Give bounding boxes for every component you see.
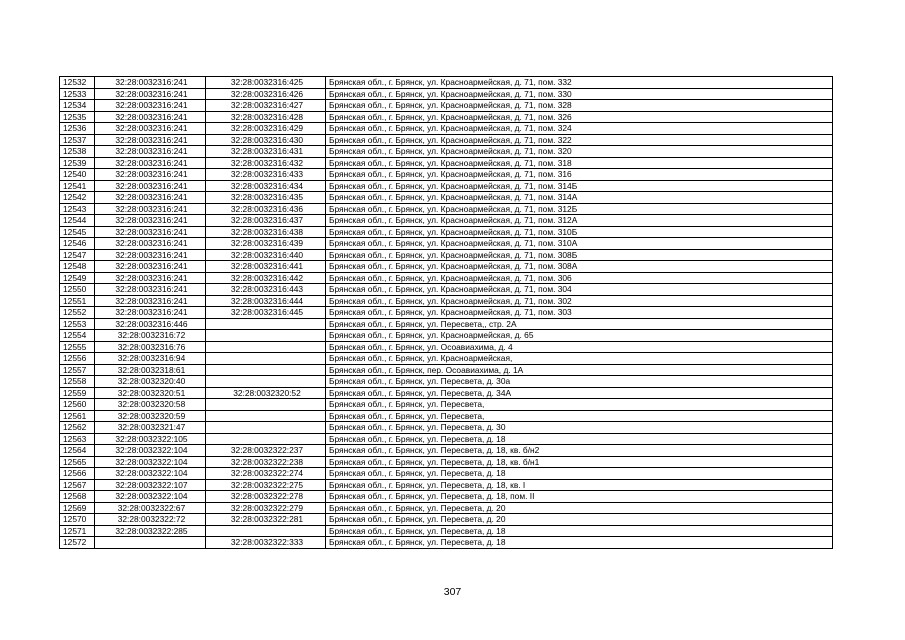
- row-number-cell: 12564: [60, 445, 95, 457]
- row-number-cell: 12552: [60, 307, 95, 319]
- cadastral-number-cell: [95, 537, 206, 549]
- object-cadastral-number-cell: [206, 525, 326, 537]
- object-cadastral-number-cell: 32:28:0032322:274: [206, 468, 326, 480]
- cadastral-number-cell: 32:28:0032316:72: [95, 330, 206, 342]
- row-number-cell: 12571: [60, 525, 95, 537]
- address-cell: Брянская обл., г. Брянск, ул. Пересвета,: [326, 399, 833, 411]
- table-row: [60, 479, 833, 491]
- cadastral-number-cell: 32:28:0032322:104: [95, 456, 206, 468]
- cadastral-number-cell: 32:28:0032316:241: [95, 192, 206, 204]
- address-cell: Брянская обл., г. Брянск, ул. Пересвета,: [326, 410, 833, 422]
- object-cadastral-number-cell: [206, 318, 326, 330]
- row-number-cell: 12546: [60, 238, 95, 250]
- address-cell: Брянская обл., г. Брянск, ул. Красноармейская, д. 71, пом. 312Б: [326, 203, 833, 215]
- row-number-cell: 12544: [60, 215, 95, 227]
- row-number-cell: 12557: [60, 364, 95, 376]
- object-cadastral-number-cell: 32:28:0032322:279: [206, 502, 326, 514]
- table-row: [60, 215, 833, 227]
- cadastral-number-cell: 32:28:0032316:241: [95, 307, 206, 319]
- cadastral-number-cell: 32:28:0032316:241: [95, 146, 206, 158]
- address-cell: Брянская обл., г. Брянск, ул. Красноармейская, д. 71, пом. 310А: [326, 238, 833, 250]
- table-row: [60, 364, 833, 376]
- cadastral-number-cell: 32:28:0032322:104: [95, 491, 206, 503]
- cadastral-number-cell: 32:28:0032322:105: [95, 433, 206, 445]
- row-number-cell: 12555: [60, 341, 95, 353]
- table-row: [60, 295, 833, 307]
- row-number-cell: 12537: [60, 134, 95, 146]
- row-number-cell: 12569: [60, 502, 95, 514]
- cadastral-number-cell: 32:28:0032322:67: [95, 502, 206, 514]
- object-cadastral-number-cell: 32:28:0032320:52: [206, 387, 326, 399]
- table-row: [60, 491, 833, 503]
- address-cell: Брянская обл., г. Брянск, ул. Пересвета, д. 18: [326, 433, 833, 445]
- table-row: [60, 525, 833, 537]
- table-row: [60, 514, 833, 526]
- cadastral-number-cell: 32:28:0032316:241: [95, 77, 206, 89]
- table-row: [60, 445, 833, 457]
- object-cadastral-number-cell: 32:28:0032316:444: [206, 295, 326, 307]
- table-row: [60, 410, 833, 422]
- address-cell: Брянская обл., г. Брянск, ул. Красноармейская, д. 71, пом. 326: [326, 111, 833, 123]
- address-cell: Брянская обл., г. Брянск, ул. Пересвета, д. 18: [326, 537, 833, 549]
- table-row: [60, 376, 833, 388]
- row-number-cell: 12560: [60, 399, 95, 411]
- address-cell: Брянская обл., г. Брянск, ул. Пересвета, д. 34А: [326, 387, 833, 399]
- cadastral-number-cell: 32:28:0032316:241: [95, 88, 206, 100]
- object-cadastral-number-cell: 32:28:0032316:430: [206, 134, 326, 146]
- table-row: [60, 307, 833, 319]
- row-number-cell: 12534: [60, 100, 95, 112]
- object-cadastral-number-cell: 32:28:0032316:438: [206, 226, 326, 238]
- address-cell: Брянская обл., г. Брянск, ул. Красноармейская, д. 65: [326, 330, 833, 342]
- object-cadastral-number-cell: 32:28:0032322:281: [206, 514, 326, 526]
- row-number-cell: 12567: [60, 479, 95, 491]
- table-row: [60, 353, 833, 365]
- cadastral-number-cell: 32:28:0032320:58: [95, 399, 206, 411]
- address-cell: Брянская обл., г. Брянск, ул. Красноармейская, д. 71, пом. 302: [326, 295, 833, 307]
- address-cell: Брянская обл., г. Брянск, ул. Пересвета, д. 18, кв. I: [326, 479, 833, 491]
- table-row: [60, 226, 833, 238]
- address-cell: Брянская обл., г. Брянск, ул. Осоавиахима, д. 4: [326, 341, 833, 353]
- address-cell: Брянская обл., г. Брянск, ул. Красноармейская,: [326, 353, 833, 365]
- table-row: [60, 318, 833, 330]
- object-cadastral-number-cell: [206, 353, 326, 365]
- table-row: [60, 146, 833, 158]
- address-cell: Брянская обл., г. Брянск, ул. Красноармейская, д. 71, пом. 310Б: [326, 226, 833, 238]
- row-number-cell: 12570: [60, 514, 95, 526]
- table-row: [60, 433, 833, 445]
- cadastral-number-cell: 32:28:0032316:241: [95, 215, 206, 227]
- cadastral-number-cell: 32:28:0032320:40: [95, 376, 206, 388]
- object-cadastral-number-cell: 32:28:0032316:428: [206, 111, 326, 123]
- row-number-cell: 12543: [60, 203, 95, 215]
- row-number-cell: 12542: [60, 192, 95, 204]
- object-cadastral-number-cell: [206, 433, 326, 445]
- object-cadastral-number-cell: 32:28:0032316:433: [206, 169, 326, 181]
- object-cadastral-number-cell: 32:28:0032316:431: [206, 146, 326, 158]
- table-row: [60, 100, 833, 112]
- address-cell: Брянская обл., г. Брянск, ул. Пересвета,, стр. 2А: [326, 318, 833, 330]
- object-cadastral-number-cell: 32:28:0032316:427: [206, 100, 326, 112]
- cadastral-number-cell: 32:28:0032322:72: [95, 514, 206, 526]
- table-row: [60, 422, 833, 434]
- table-row: [60, 180, 833, 192]
- cadastral-number-cell: 32:28:0032316:241: [95, 226, 206, 238]
- address-cell: Брянская обл., г. Брянск, ул. Пересвета, д. 18, кв. б/н1: [326, 456, 833, 468]
- object-cadastral-number-cell: 32:28:0032316:435: [206, 192, 326, 204]
- cadastral-number-cell: 32:28:0032316:241: [95, 180, 206, 192]
- cadastral-number-cell: 32:28:0032316:241: [95, 272, 206, 284]
- object-cadastral-number-cell: 32:28:0032316:437: [206, 215, 326, 227]
- table-row: [60, 330, 833, 342]
- row-number-cell: 12553: [60, 318, 95, 330]
- table-row: [60, 502, 833, 514]
- table-row: [60, 88, 833, 100]
- cadastral-number-cell: 32:28:0032316:76: [95, 341, 206, 353]
- table-row: [60, 111, 833, 123]
- cadastral-number-cell: 32:28:0032321:47: [95, 422, 206, 434]
- address-cell: Брянская обл., г. Брянск, пер. Осоавиахима, д. 1А: [326, 364, 833, 376]
- address-cell: Брянская обл., г. Брянск, ул. Пересвета, д. 30: [326, 422, 833, 434]
- table-row: [60, 134, 833, 146]
- object-cadastral-number-cell: 32:28:0032322:237: [206, 445, 326, 457]
- row-number-cell: 12566: [60, 468, 95, 480]
- cadastral-number-cell: 32:28:0032316:241: [95, 134, 206, 146]
- address-cell: Брянская обл., г. Брянск, ул. Красноармейская, д. 71, пом. 316: [326, 169, 833, 181]
- cadastral-number-cell: 32:28:0032316:241: [95, 123, 206, 135]
- address-cell: Брянская обл., г. Брянск, ул. Красноармейская, д. 71, пом. 330: [326, 88, 833, 100]
- cadastral-number-cell: 32:28:0032316:241: [95, 100, 206, 112]
- object-cadastral-number-cell: [206, 376, 326, 388]
- row-number-cell: 12562: [60, 422, 95, 434]
- object-cadastral-number-cell: 32:28:0032316:441: [206, 261, 326, 273]
- row-number-cell: 12540: [60, 169, 95, 181]
- table-row: [60, 238, 833, 250]
- object-cadastral-number-cell: [206, 422, 326, 434]
- row-number-cell: 12559: [60, 387, 95, 399]
- table-row: [60, 249, 833, 261]
- row-number-cell: 12558: [60, 376, 95, 388]
- table-row: [60, 192, 833, 204]
- address-cell: Брянская обл., г. Брянск, ул. Красноармейская, д. 71, пом. 304: [326, 284, 833, 296]
- address-cell: Брянская обл., г. Брянск, ул. Красноармейская, д. 71, пом. 322: [326, 134, 833, 146]
- address-cell: Брянская обл., г. Брянск, ул. Пересвета, д. 18, кв. б/н2: [326, 445, 833, 457]
- cadastral-number-cell: 32:28:0032316:446: [95, 318, 206, 330]
- object-cadastral-number-cell: 32:28:0032316:440: [206, 249, 326, 261]
- row-number-cell: 12556: [60, 353, 95, 365]
- address-cell: Брянская обл., г. Брянск, ул. Красноармейская, д. 71, пом. 314Б: [326, 180, 833, 192]
- object-cadastral-number-cell: 32:28:0032316:445: [206, 307, 326, 319]
- cadastral-number-cell: 32:28:0032318:61: [95, 364, 206, 376]
- row-number-cell: 12572: [60, 537, 95, 549]
- table-row: [60, 157, 833, 169]
- address-cell: Брянская обл., г. Брянск, ул. Красноармейская, д. 71, пом. 318: [326, 157, 833, 169]
- row-number-cell: 12533: [60, 88, 95, 100]
- row-number-cell: 12539: [60, 157, 95, 169]
- cadastral-number-cell: 32:28:0032320:51: [95, 387, 206, 399]
- cadastral-number-cell: 32:28:0032316:94: [95, 353, 206, 365]
- cadastral-number-cell: 32:28:0032316:241: [95, 203, 206, 215]
- cadastral-number-cell: 32:28:0032316:241: [95, 261, 206, 273]
- address-cell: Брянская обл., г. Брянск, ул. Пересвета, д. 18: [326, 468, 833, 480]
- object-cadastral-number-cell: [206, 410, 326, 422]
- cadastral-number-cell: 32:28:0032322:107: [95, 479, 206, 491]
- table-row: [60, 123, 833, 135]
- cadastral-number-cell: 32:28:0032316:241: [95, 295, 206, 307]
- row-number-cell: 12554: [60, 330, 95, 342]
- cadastral-number-cell: 32:28:0032322:285: [95, 525, 206, 537]
- object-cadastral-number-cell: 32:28:0032316:429: [206, 123, 326, 135]
- table-row: [60, 537, 833, 549]
- row-number-cell: 12550: [60, 284, 95, 296]
- table-row: [60, 261, 833, 273]
- table-row: [60, 399, 833, 411]
- row-number-cell: 12565: [60, 456, 95, 468]
- table-row: [60, 284, 833, 296]
- table-row: [60, 341, 833, 353]
- object-cadastral-number-cell: 32:28:0032322:275: [206, 479, 326, 491]
- address-cell: Брянская обл., г. Брянск, ул. Пересвета, д. 20: [326, 502, 833, 514]
- address-cell: Брянская обл., г. Брянск, ул. Пересвета, д. 18, пом. II: [326, 491, 833, 503]
- row-number-cell: 12535: [60, 111, 95, 123]
- object-cadastral-number-cell: 32:28:0032322:238: [206, 456, 326, 468]
- registry-table: [59, 76, 833, 549]
- address-cell: Брянская обл., г. Брянск, ул. Красноармейская, д. 71, пом. 314А: [326, 192, 833, 204]
- address-cell: Брянская обл., г. Брянск, ул. Красноармейская, д. 71, пом. 306: [326, 272, 833, 284]
- object-cadastral-number-cell: 32:28:0032316:439: [206, 238, 326, 250]
- table-row: [60, 169, 833, 181]
- address-cell: Брянская обл., г. Брянск, ул. Пересвета, д. 30а: [326, 376, 833, 388]
- address-cell: Брянская обл., г. Брянск, ул. Красноармейская, д. 71, пом. 303: [326, 307, 833, 319]
- object-cadastral-number-cell: [206, 364, 326, 376]
- table-row: [60, 456, 833, 468]
- object-cadastral-number-cell: 32:28:0032316:425: [206, 77, 326, 89]
- object-cadastral-number-cell: 32:28:0032316:426: [206, 88, 326, 100]
- table-row: [60, 272, 833, 284]
- cadastral-number-cell: 32:28:0032316:241: [95, 169, 206, 181]
- table-row: [60, 77, 833, 89]
- row-number-cell: 12532: [60, 77, 95, 89]
- address-cell: Брянская обл., г. Брянск, ул. Пересвета, д. 20: [326, 514, 833, 526]
- cadastral-number-cell: 32:28:0032316:241: [95, 249, 206, 261]
- object-cadastral-number-cell: [206, 330, 326, 342]
- table-row: [60, 468, 833, 480]
- row-number-cell: 12545: [60, 226, 95, 238]
- object-cadastral-number-cell: [206, 399, 326, 411]
- page-number: 307: [443, 586, 462, 598]
- object-cadastral-number-cell: 32:28:0032322:333: [206, 537, 326, 549]
- cadastral-number-cell: 32:28:0032320:59: [95, 410, 206, 422]
- row-number-cell: 12547: [60, 249, 95, 261]
- row-number-cell: 12568: [60, 491, 95, 503]
- address-cell: Брянская обл., г. Брянск, ул. Красноармейская, д. 71, пом. 324: [326, 123, 833, 135]
- row-number-cell: 12541: [60, 180, 95, 192]
- address-cell: Брянская обл., г. Брянск, ул. Красноармейская, д. 71, пом. 308А: [326, 261, 833, 273]
- cadastral-number-cell: 32:28:0032316:241: [95, 238, 206, 250]
- cadastral-number-cell: 32:28:0032316:241: [95, 157, 206, 169]
- cadastral-number-cell: 32:28:0032316:241: [95, 284, 206, 296]
- object-cadastral-number-cell: 32:28:0032316:436: [206, 203, 326, 215]
- object-cadastral-number-cell: 32:28:0032322:278: [206, 491, 326, 503]
- object-cadastral-number-cell: [206, 341, 326, 353]
- object-cadastral-number-cell: 32:28:0032316:443: [206, 284, 326, 296]
- address-cell: Брянская обл., г. Брянск, ул. Красноармейская, д. 71, пом. 328: [326, 100, 833, 112]
- address-cell: Брянская обл., г. Брянск, ул. Красноармейская, д. 71, пом. 332: [326, 77, 833, 89]
- cadastral-number-cell: 32:28:0032322:104: [95, 445, 206, 457]
- row-number-cell: 12536: [60, 123, 95, 135]
- row-number-cell: 12538: [60, 146, 95, 158]
- object-cadastral-number-cell: 32:28:0032316:434: [206, 180, 326, 192]
- address-cell: Брянская обл., г. Брянск, ул. Пересвета, д. 18: [326, 525, 833, 537]
- row-number-cell: 12551: [60, 295, 95, 307]
- row-number-cell: 12548: [60, 261, 95, 273]
- row-number-cell: 12563: [60, 433, 95, 445]
- row-number-cell: 12561: [60, 410, 95, 422]
- object-cadastral-number-cell: 32:28:0032316:432: [206, 157, 326, 169]
- object-cadastral-number-cell: 32:28:0032316:442: [206, 272, 326, 284]
- registry-table-body: [60, 77, 833, 549]
- table-row: [60, 387, 833, 399]
- address-cell: Брянская обл., г. Брянск, ул. Красноармейская, д. 71, пом. 308Б: [326, 249, 833, 261]
- address-cell: Брянская обл., г. Брянск, ул. Красноармейская, д. 71, пом. 320: [326, 146, 833, 158]
- cadastral-number-cell: 32:28:0032322:104: [95, 468, 206, 480]
- table-row: [60, 203, 833, 215]
- address-cell: Брянская обл., г. Брянск, ул. Красноармейская, д. 71, пом. 312А: [326, 215, 833, 227]
- row-number-cell: 12549: [60, 272, 95, 284]
- cadastral-number-cell: 32:28:0032316:241: [95, 111, 206, 123]
